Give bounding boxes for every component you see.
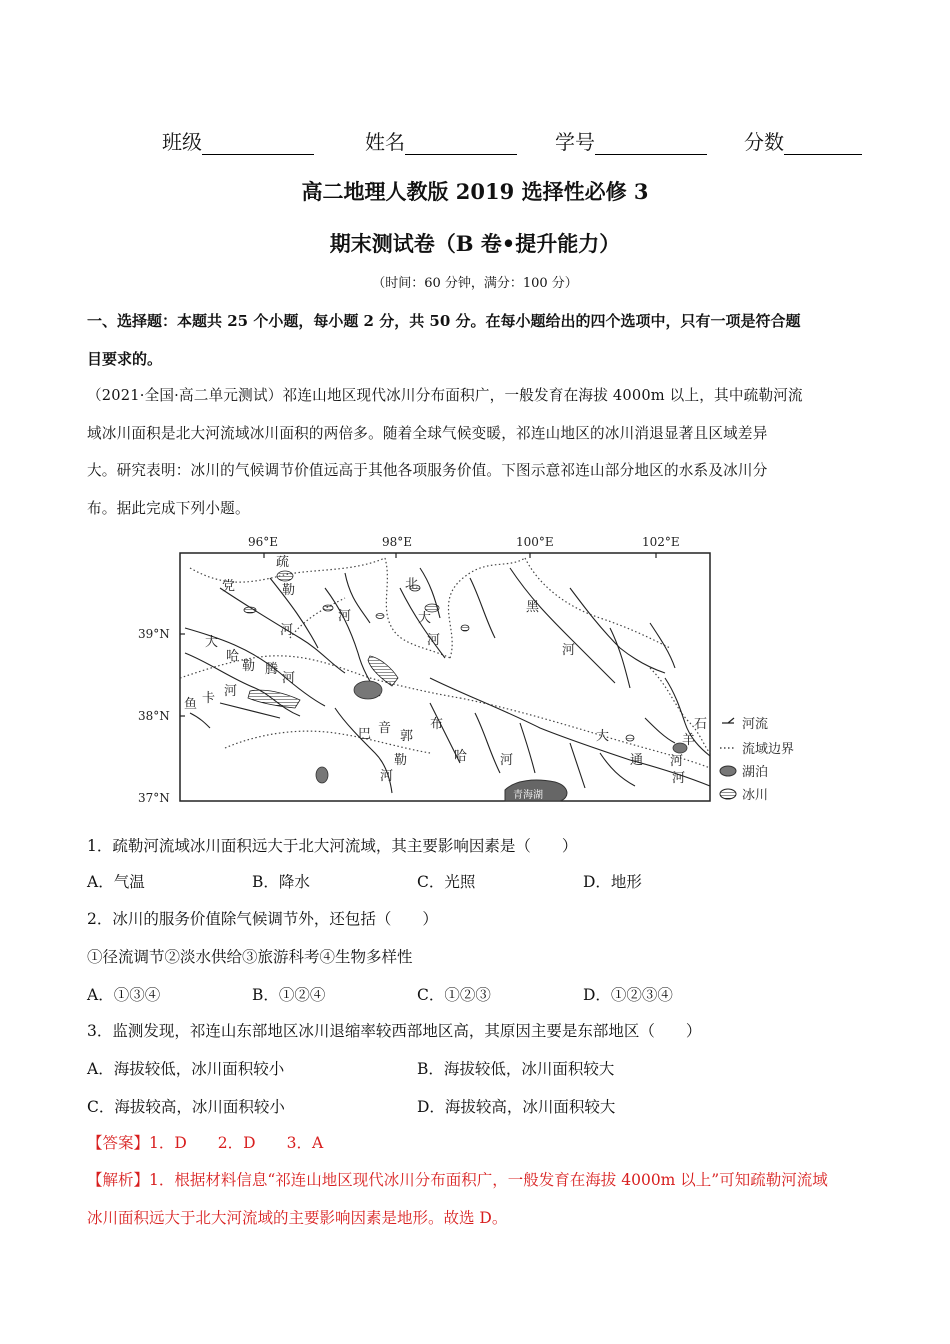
q2-option-b[interactable]: B．①②④ [252,986,326,1004]
legend-label: 流域边界 [742,742,795,757]
q2-option-c[interactable]: C．①②③ [417,986,491,1004]
lon-label: 96°E [248,535,279,549]
lat-label: 38°N [138,709,170,723]
q3-option-d[interactable]: D．海拔较高，冰川面积较大 [417,1098,616,1116]
section-heading-line: 目要求的。 [87,349,163,368]
score-field [744,126,862,155]
place-char: 河 [280,623,294,638]
place-char: 巴 [358,727,372,742]
passage-line: 大。研究表明：冰川的气候调节价值远高于其他各项服务价值。下图示意祁连山部分地区的水系及冰川分 [87,462,768,479]
answer-block [87,1131,323,1153]
question-1-stem: 1．疏勒河流域冰川面积远大于北大河流域，其主要影响因素是（ ） [87,837,578,855]
score-label: 分数 [744,130,784,154]
place-char: 河 [224,684,238,699]
passage-line: （2021·全国·高二单元测试）祁连山地区现代冰川分布面积广，一般发育在海拔 4000m 以上，其中疏勒河流 [87,387,803,404]
place-char: 音 [378,721,392,736]
q1-option-c[interactable]: C．光照 [417,873,476,891]
place-char: 河 [670,754,684,769]
place-char: 勒 [242,659,256,674]
lon-label: 98°E [382,535,413,549]
qinghai-lake-label: 青海湖 [513,790,543,801]
legend-label: 冰川 [742,788,769,803]
name-field [365,126,517,155]
place-char: 大 [596,729,610,744]
section-heading-line: 一、选择题：本题共 25 个小题，每小题 2 分，共 50 分。在每小题给出的四个选项中，只有一项是符合题 [87,312,801,330]
place-char: 勒 [282,583,296,598]
glacier-legend-icon [720,789,736,799]
exam-meta: （时间：60 分钟，满分：100 分） [372,276,578,291]
place-char: 鱼 [184,697,198,712]
place-char: 通 [630,753,644,768]
lake-legend-icon [720,766,736,776]
question-2-stem: 2．冰川的服务价值除气候调节外，还包括（ ） [87,910,438,928]
place-char: 哈 [454,749,468,764]
legend-label: 河流 [742,717,769,732]
q3-option-b[interactable]: B．海拔较低，冰川面积较大 [417,1060,615,1078]
q2-option-d[interactable]: D．①②③④ [583,986,673,1004]
passage-line: 域冰川面积是北大河流域冰川面积的两倍多。随着全球气候变暖，祁连山地区的冰川消退显著且区域差异 [87,424,768,442]
q3-option-c[interactable]: C．海拔较高，冰川面积较小 [87,1098,285,1116]
q2-option-a[interactable]: A．①③④ [87,986,161,1004]
place-char: 卡 [202,691,216,706]
doc-title: 高二地理人教版 2019 选择性必修 3 [301,179,649,204]
place-char: 河 [338,609,352,624]
class-label: 班级 [162,130,202,154]
place-char: 大 [205,635,219,650]
answer-label: 【答案】 [87,1134,150,1152]
passage [87,377,867,527]
class-blank[interactable] [202,132,314,155]
place-char: 黑 [526,600,540,615]
place-char: 郭 [400,729,414,744]
place-char: 河 [282,671,296,686]
name-blank[interactable] [405,132,517,155]
section-heading [87,303,867,378]
lat-label: 37°N [138,791,170,805]
place-char: 布 [430,717,444,732]
q3-option-a[interactable]: A．海拔较低，冰川面积较小 [87,1060,285,1078]
passage-line: 布。据此完成下列小题。 [87,499,250,517]
lon-label: 100°E [516,535,554,549]
qilian-map [130,528,820,808]
answer-text: 1．D 2．D 3．A [149,1134,324,1152]
lon-label: 102°E [642,535,680,549]
place-char: 大 [418,611,432,626]
analysis-label: 【解析】 [87,1171,150,1189]
analysis-line-2: 冰川面积远大于北大河流域的主要影响因素是地形。故选 D。 [87,1209,508,1227]
place-char: 河 [672,771,686,786]
place-char: 石 [694,717,708,732]
place-char: 哈 [226,649,240,664]
id-blank[interactable] [595,132,707,155]
q1-option-d[interactable]: D．地形 [583,873,642,891]
question-2-items: ①径流调节②淡水供给③旅游科考④生物多样性 [87,948,413,966]
doc-subtitle: 期末测试卷（B 卷•提升能力） [329,231,621,256]
place-char: 河 [380,769,394,784]
place-char: 勒 [394,753,408,768]
score-blank[interactable] [784,132,862,155]
map-legend [720,716,794,803]
river-legend-icon [722,718,734,723]
class-field [162,126,314,155]
id-field [555,126,707,155]
place-char: 疏 [276,555,290,570]
id-label: 学号 [555,130,595,154]
place-char: 羊 [682,733,696,748]
place-char: 北 [405,577,419,592]
lat-label: 39°N [138,627,170,641]
place-char: 河 [500,753,514,768]
name-label: 姓名 [365,130,405,154]
question-3-stem: 3．监测发现，祁连山东部地区冰川退缩率较西部地区高，其原因主要是东部地区（ ） [87,1022,702,1040]
place-char: 河 [562,643,576,658]
place-char: 党 [222,579,236,594]
q1-option-a[interactable]: A．气温 [87,873,145,891]
q1-option-b[interactable]: B．降水 [252,873,310,891]
place-char: 腾 [265,662,279,677]
legend-label: 湖泊 [742,765,769,780]
place-char: 河 [427,633,441,648]
analysis-line [87,1168,828,1190]
analysis-text: 1．根据材料信息“祁连山地区现代冰川分布面积广，一般发育在海拔 4000m 以上”可知疏勒河流域 [149,1171,828,1189]
